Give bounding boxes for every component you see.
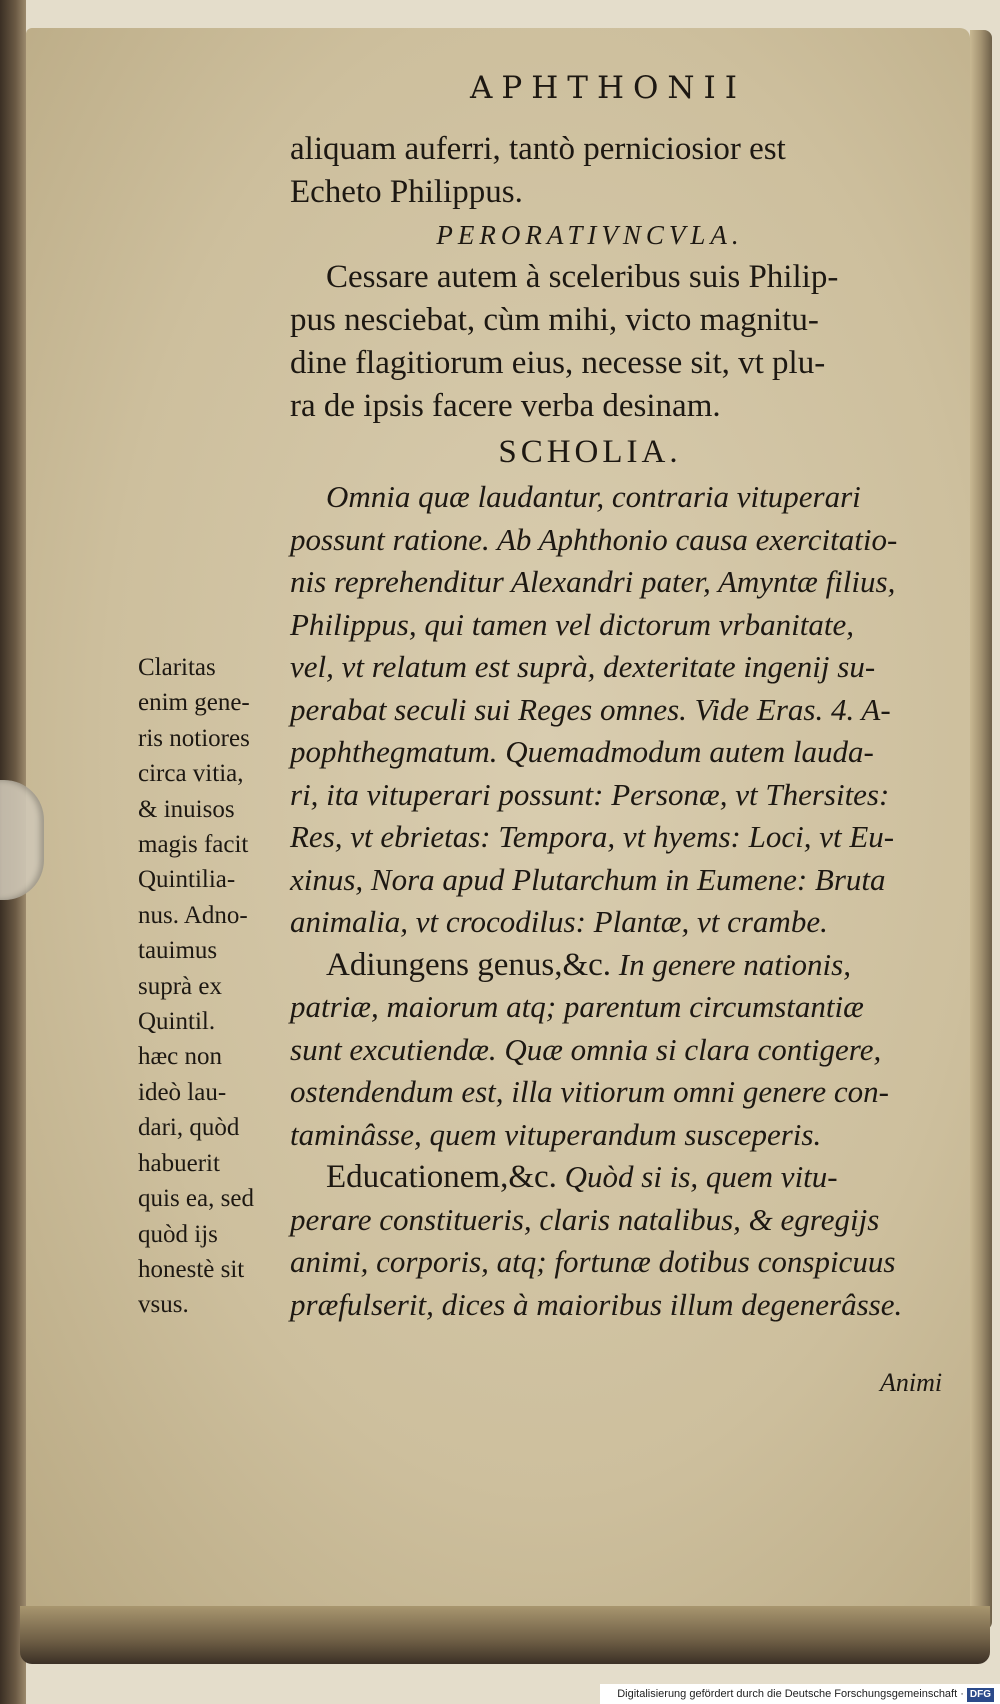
educatio-line: præfulserit, dices à maioribus illum degenerâsse. xyxy=(290,1286,903,1322)
text-line: aliquam auferri, tantò perniciosior est xyxy=(290,131,786,167)
genus-line: taminâsse, quem vituperandum susceperis. xyxy=(290,1116,822,1152)
margin-note-line: & inuisos xyxy=(138,795,235,823)
text-line: ra de ipsis facere verba desinam. xyxy=(290,388,721,424)
scholia-line: perabat seculi sui Reges omnes. Vide Eras. 4. A- xyxy=(290,691,891,727)
educatio-line: animi, corporis, atq; fortunæ dotibus conspicuus xyxy=(290,1244,896,1279)
educatio-line: perare constitueris, claris natalibus, & egregijs xyxy=(290,1201,880,1237)
scholia-line: animalia, vt crocodilus: Plantæ, vt crambe. xyxy=(290,904,828,939)
scholia-line: Philippus, qui tamen vel dictorum vrbanitate, xyxy=(290,606,854,642)
margin-note-line: Claritas xyxy=(138,654,216,681)
main-text-block xyxy=(290,128,950,1326)
margin-note-line: quis ea, sed xyxy=(138,1185,254,1213)
educatio-line: Quòd si is, quem vitu- xyxy=(564,1159,838,1194)
footer-text: Digitalisierung gefördert durch die Deutsche Forschungsgemeinschaft · xyxy=(617,1688,964,1700)
margin-note-line: hæc non xyxy=(138,1043,223,1071)
margin-note-line: Quintil. xyxy=(138,1008,216,1036)
scholia-line: Omnia quæ laudantur, contraria vituperari xyxy=(326,479,861,514)
scholia-line: possunt ratione. Ab Aphthonio causa exercitatio- xyxy=(290,521,898,557)
educatio-first-line xyxy=(290,1156,950,1199)
margin-note-line: vsus. xyxy=(138,1291,189,1319)
genus-line: ostendendum est, illa vitiorum omni genere con- xyxy=(290,1074,889,1109)
genus-line: sunt excutiendæ. Quæ omnia si clara contigere, xyxy=(290,1031,882,1067)
scholia-line: nis reprehenditur Alexandri pater, Amyntæ filius, xyxy=(290,564,896,599)
text-line: Echeto Philippus. xyxy=(290,174,523,210)
text-line: pus nesciebat, cùm mihi, victo magnitu- xyxy=(290,302,819,338)
margin-note-line: habuerit xyxy=(138,1149,220,1177)
scholia-heading: SCHOLIA. xyxy=(498,434,682,470)
margin-note-line: suprà ex xyxy=(138,972,222,1000)
text-line: Cessare autem à sceleribus suis Philip- xyxy=(326,259,839,295)
scholia-line: vel, vt relatum est suprà, dexteritate ingenij su- xyxy=(290,649,876,684)
running-head: APHTHONII xyxy=(470,70,747,106)
scholia-line: pophthegmatum. Quemadmodum autem lauda- xyxy=(290,734,874,769)
margin-note-line: dari, quòd xyxy=(138,1114,240,1142)
genus-line: patriæ, maiorum atq; parentum circumstantiæ xyxy=(290,989,864,1024)
book-bottom-edge xyxy=(20,1606,990,1664)
margin-note xyxy=(138,650,288,1323)
margin-note-line: enim gene- xyxy=(138,689,250,717)
genus-first-line xyxy=(290,944,950,987)
margin-note-line: ideò lau- xyxy=(138,1078,227,1106)
digitization-footer xyxy=(600,1684,1000,1704)
margin-note-line: Quintilia- xyxy=(138,866,236,894)
margin-note-line: circa vitia, xyxy=(138,760,244,788)
dfg-logo-icon: DFG xyxy=(967,1688,994,1702)
margin-note-line: magis facit xyxy=(138,831,249,859)
text-line: dine flagitiorum eius, necesse sit, vt plu- xyxy=(290,345,826,381)
genus-lemma: Adiungens genus,&c. xyxy=(326,946,612,983)
page-edge xyxy=(970,30,992,1630)
margin-note-line: ris notiores xyxy=(138,724,250,752)
margin-note-line: nus. Adno- xyxy=(138,901,248,929)
scholia-line: xinus, Nora apud Plutarchum in Eumene: Bruta xyxy=(290,861,886,897)
peroration-heading: PERORATIVNCVLA. xyxy=(436,220,744,250)
margin-note-line: honestè sit xyxy=(138,1255,245,1283)
margin-note-line: quòd ijs xyxy=(138,1220,218,1248)
scholia-line: Res, vt ebrietas: Tempora, vt hyems: Loci, vt Eu- xyxy=(290,819,895,854)
genus-line: In genere nationis, xyxy=(618,946,851,982)
page-clip xyxy=(0,780,44,900)
margin-note-line: tauimus xyxy=(138,937,218,965)
educatio-lemma: Educationem,&c. xyxy=(326,1159,557,1195)
scholia-line: ri, ita vituperari possunt: Personæ, vt Thersites: xyxy=(290,776,890,812)
catchword: Animi xyxy=(880,1368,943,1397)
